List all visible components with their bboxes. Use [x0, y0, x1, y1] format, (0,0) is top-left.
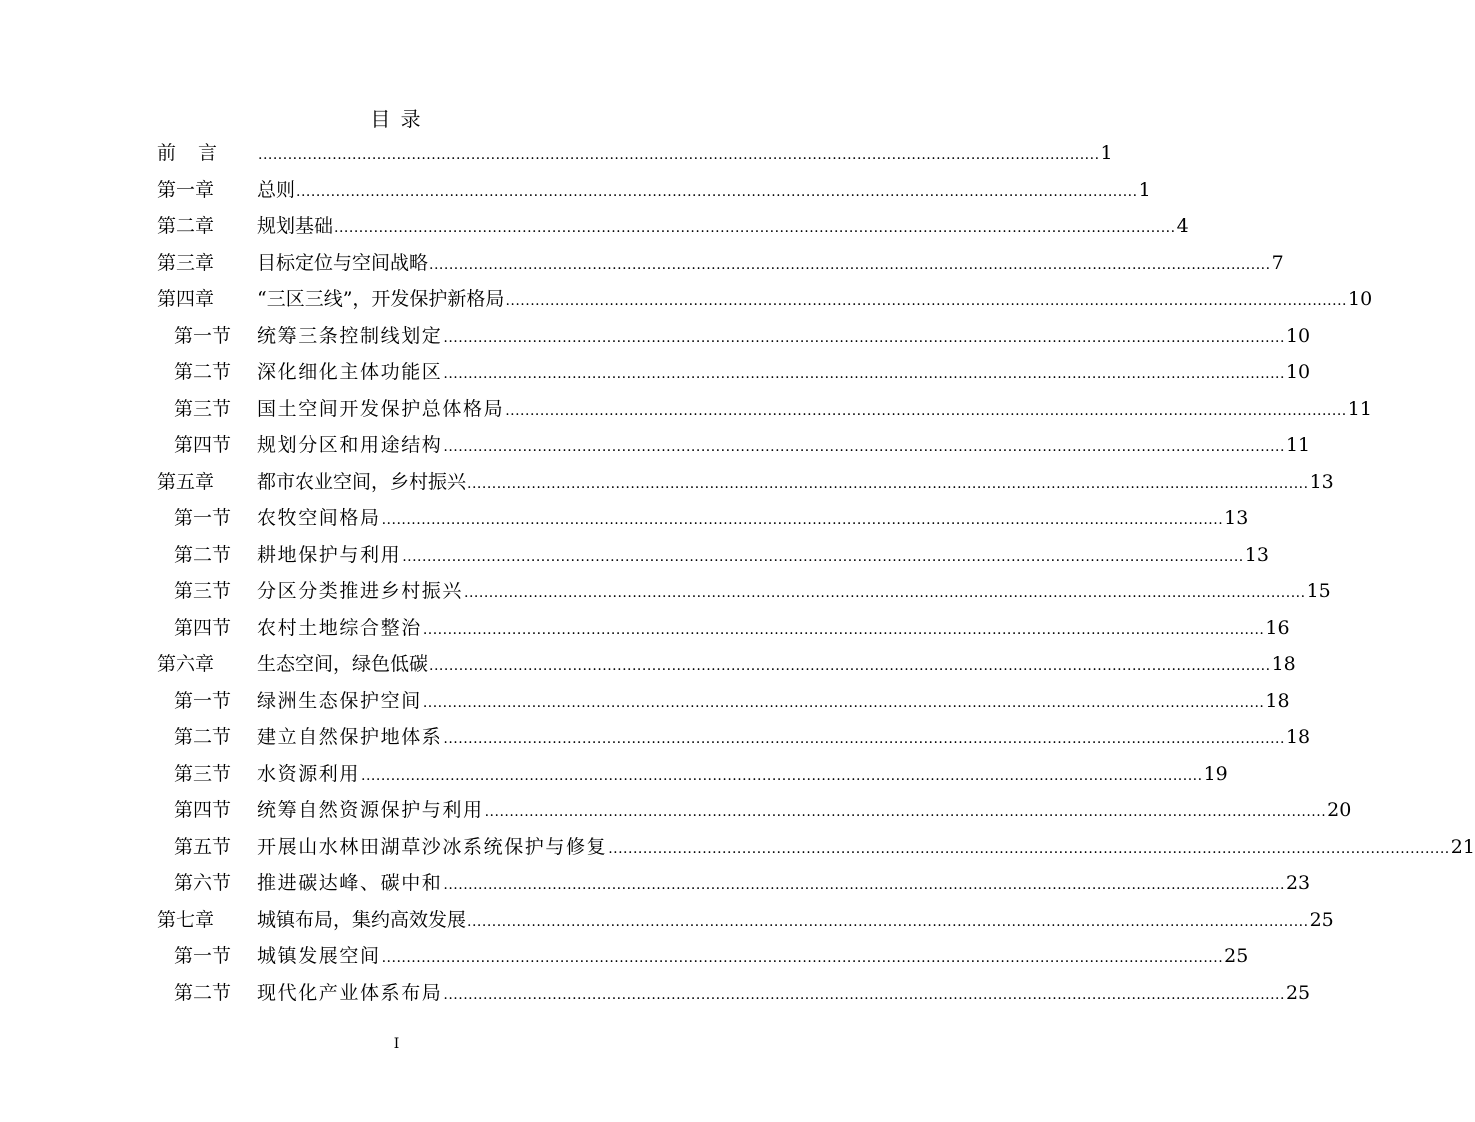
toc-section-entry[interactable]	[157, 832, 1475, 869]
toc-entry-label: 第一节	[174, 507, 232, 529]
toc-chapter-entry[interactable]	[157, 138, 1113, 175]
toc-entry-page: 20	[1327, 799, 1352, 821]
toc-chapter-entry[interactable]	[157, 905, 1334, 942]
toc-entry-leader: ..........................................................................................................................................................................	[402, 548, 1244, 565]
toc-entry-label: 第一章	[157, 178, 215, 201]
toc-entry-label: 第三节	[174, 397, 232, 420]
toc-entry-page: 21	[1450, 835, 1475, 858]
toc-entry-page: 13	[1244, 543, 1269, 566]
toc-entry-text: 深化细化主体功能区	[257, 361, 443, 383]
toc-entry-label: 第三节	[174, 762, 232, 785]
toc-entry-label: 第二节	[174, 726, 232, 748]
toc-section-entry[interactable]	[157, 430, 1311, 467]
toc-section-entry[interactable]	[157, 394, 1372, 431]
toc-entry-leader: ..........................................................................................................................................................................	[608, 840, 1450, 857]
toc-entry-leader: ..........................................................................................................................................................................	[464, 585, 1306, 601]
toc-section-entry[interactable]	[157, 503, 1249, 540]
toc-entry-text: 生态空间，绿色低碳	[257, 653, 429, 675]
toc-entry-text: 农牧空间格局	[257, 507, 381, 529]
toc-entry-text: 都市农业空间，乡村振兴	[257, 470, 467, 493]
toc-section-entry[interactable]	[157, 795, 1352, 832]
page-number: I	[393, 1036, 400, 1052]
toc-entry-page: 7	[1271, 251, 1284, 274]
toc-chapter-entry[interactable]	[157, 467, 1334, 504]
toc-entry-page: 10	[1347, 288, 1373, 310]
toc-entry-label: 第一节	[174, 945, 232, 967]
toc-chapter-entry[interactable]	[157, 175, 1151, 212]
toc-entry-leader: ..........................................................................................................................................................................	[422, 621, 1265, 638]
toc-entry-page: 10	[1285, 324, 1311, 347]
toc-entry-label: 第三章	[157, 251, 215, 274]
toc-section-entry[interactable]	[157, 576, 1331, 613]
toc-entry-page: 11	[1285, 434, 1311, 456]
toc-entry-page: 1	[1100, 142, 1113, 164]
toc-entry-leader: ..........................................................................................................................................................................	[443, 986, 1285, 1003]
toc-entry-page: 16	[1265, 616, 1290, 639]
toc-section-entry[interactable]	[157, 722, 1311, 759]
toc-entry-leader: ..........................................................................................................................................................................	[381, 512, 1224, 528]
toc-entry-label: 第六章	[157, 653, 215, 675]
toc-entry-text: 目标定位与空间战略	[257, 251, 429, 274]
toc-entry-text: 规划基础	[257, 215, 334, 237]
toc-entry-label: 第二节	[174, 361, 232, 383]
toc-chapter-entry[interactable]	[157, 211, 1189, 248]
toc-entry-page: 19	[1203, 762, 1228, 785]
toc-entry-label: 第二章	[157, 215, 215, 237]
toc-entry-text: “三区三线”，开发保护新格局	[257, 288, 505, 310]
toc-entry-page: 10	[1285, 361, 1311, 383]
toc-entry-text: 城镇发展空间	[257, 945, 381, 967]
toc-list	[157, 138, 1475, 1014]
toc-entry-label: 第四节	[174, 799, 232, 821]
toc-entry-text: 开展山水林田湖草沙冰系统保护与修复	[257, 835, 608, 858]
toc-entry-page: 18	[1271, 653, 1296, 675]
toc-section-entry[interactable]	[157, 357, 1311, 394]
toc-entry-label: 第一节	[174, 689, 232, 712]
toc-section-entry[interactable]	[157, 613, 1290, 650]
toc-section-entry[interactable]	[157, 686, 1290, 723]
toc-entry-label: 第七章	[157, 908, 215, 931]
toc-entry-label: 第三节	[174, 580, 232, 602]
toc-entry-label: 第四节	[174, 616, 232, 639]
toc-entry-text: 总则	[257, 178, 296, 201]
toc-entry-leader: ..........................................................................................................................................................................	[296, 183, 1138, 200]
toc-section-entry[interactable]	[157, 759, 1228, 796]
toc-chapter-entry[interactable]	[157, 284, 1373, 321]
toc-entry-page: 13	[1224, 507, 1249, 529]
toc-entry-leader: ..........................................................................................................................................................................	[443, 439, 1285, 455]
toc-entry-leader: ..........................................................................................................................................................................	[467, 913, 1309, 930]
toc-entry-text: 统筹三条控制线划定	[257, 324, 443, 347]
toc-section-entry[interactable]	[157, 321, 1311, 358]
toc-entry-text: 建立自然保护地体系	[257, 726, 443, 748]
toc-entry-label: 第六节	[174, 872, 232, 894]
toc-entry-text: 农村土地综合整治	[257, 616, 422, 639]
toc-entry-page: 11	[1347, 397, 1372, 420]
toc-chapter-entry[interactable]	[157, 248, 1284, 285]
toc-entry-page: 18	[1285, 726, 1311, 748]
toc-entry-leader: ..........................................................................................................................................................................	[429, 256, 1271, 273]
toc-entry-page: 23	[1285, 872, 1311, 894]
toc-entry-page: 18	[1265, 689, 1290, 712]
toc-entry-leader: ..........................................................................................................................................................................	[505, 402, 1347, 419]
toc-entry-page: 25	[1309, 908, 1334, 931]
toc-entry-text: 耕地保护与利用	[257, 543, 402, 566]
toc-entry-leader: ..........................................................................................................................................................................	[484, 804, 1327, 820]
toc-entry-text: 国土空间开发保护总体格局	[257, 397, 505, 420]
toc-entry-label: 第五节	[174, 835, 232, 858]
toc-entry-leader: ..........................................................................................................................................................................	[381, 950, 1224, 966]
toc-entry-page: 13	[1309, 470, 1334, 493]
toc-entry-text: 规划分区和用途结构	[257, 434, 443, 456]
toc-section-entry[interactable]	[157, 941, 1249, 978]
toc-entry-text: 城镇布局，集约高效发展	[257, 908, 467, 931]
toc-section-entry[interactable]	[157, 978, 1311, 1015]
toc-entry-page: 1	[1138, 178, 1151, 201]
toc-chapter-entry[interactable]	[157, 649, 1296, 686]
toc-entry-text: 现代化产业体系布局	[257, 981, 443, 1004]
toc-entry-label: 第四章	[157, 288, 215, 310]
toc-entry-page: 15	[1306, 580, 1331, 602]
toc-entry-leader: ..........................................................................................................................................................................	[361, 767, 1203, 784]
toc-entry-label: 第五章	[157, 470, 215, 493]
toc-entry-label: 前 言	[157, 142, 226, 164]
toc-entry-text: 绿洲生态保护空间	[257, 689, 422, 712]
toc-entry-label: 第二节	[174, 543, 232, 566]
toc-entry-leader: ..........................................................................................................................................................................	[429, 658, 1271, 674]
toc-title: 目 录	[370, 107, 423, 131]
toc-entry-leader: ..........................................................................................................................................................................	[443, 366, 1285, 382]
toc-entry-leader: ..........................................................................................................................................................................	[443, 877, 1285, 893]
toc-entry-label: 第二节	[174, 981, 232, 1004]
toc-entry-text: 推进碳达峰、碳中和	[257, 872, 443, 894]
toc-entry-label: 第一节	[174, 324, 232, 347]
toc-entry-text: 分区分类推进乡村振兴	[257, 580, 464, 602]
toc-section-entry[interactable]	[157, 540, 1269, 577]
toc-entry-leader: ..........................................................................................................................................................................	[443, 329, 1285, 346]
toc-entry-page: 25	[1224, 945, 1249, 967]
toc-entry-leader: ..........................................................................................................................................................................	[334, 220, 1176, 236]
toc-entry-leader: ..........................................................................................................................................................................	[467, 475, 1309, 492]
toc-entry-text: 统筹自然资源保护与利用	[257, 799, 484, 821]
toc-entry-label: 第四节	[174, 434, 232, 456]
toc-entry-page: 4	[1176, 215, 1189, 237]
toc-entry-page: 25	[1285, 981, 1311, 1004]
toc-entry-text: 水资源利用	[257, 762, 361, 785]
toc-entry-leader: ..........................................................................................................................................................................	[505, 293, 1347, 309]
toc-entry-leader: ..........................................................................................................................................................................	[258, 147, 1100, 163]
toc-section-entry[interactable]	[157, 868, 1311, 905]
toc-entry-leader: ..........................................................................................................................................................................	[422, 694, 1265, 711]
toc-entry-leader: ..........................................................................................................................................................................	[443, 731, 1285, 747]
